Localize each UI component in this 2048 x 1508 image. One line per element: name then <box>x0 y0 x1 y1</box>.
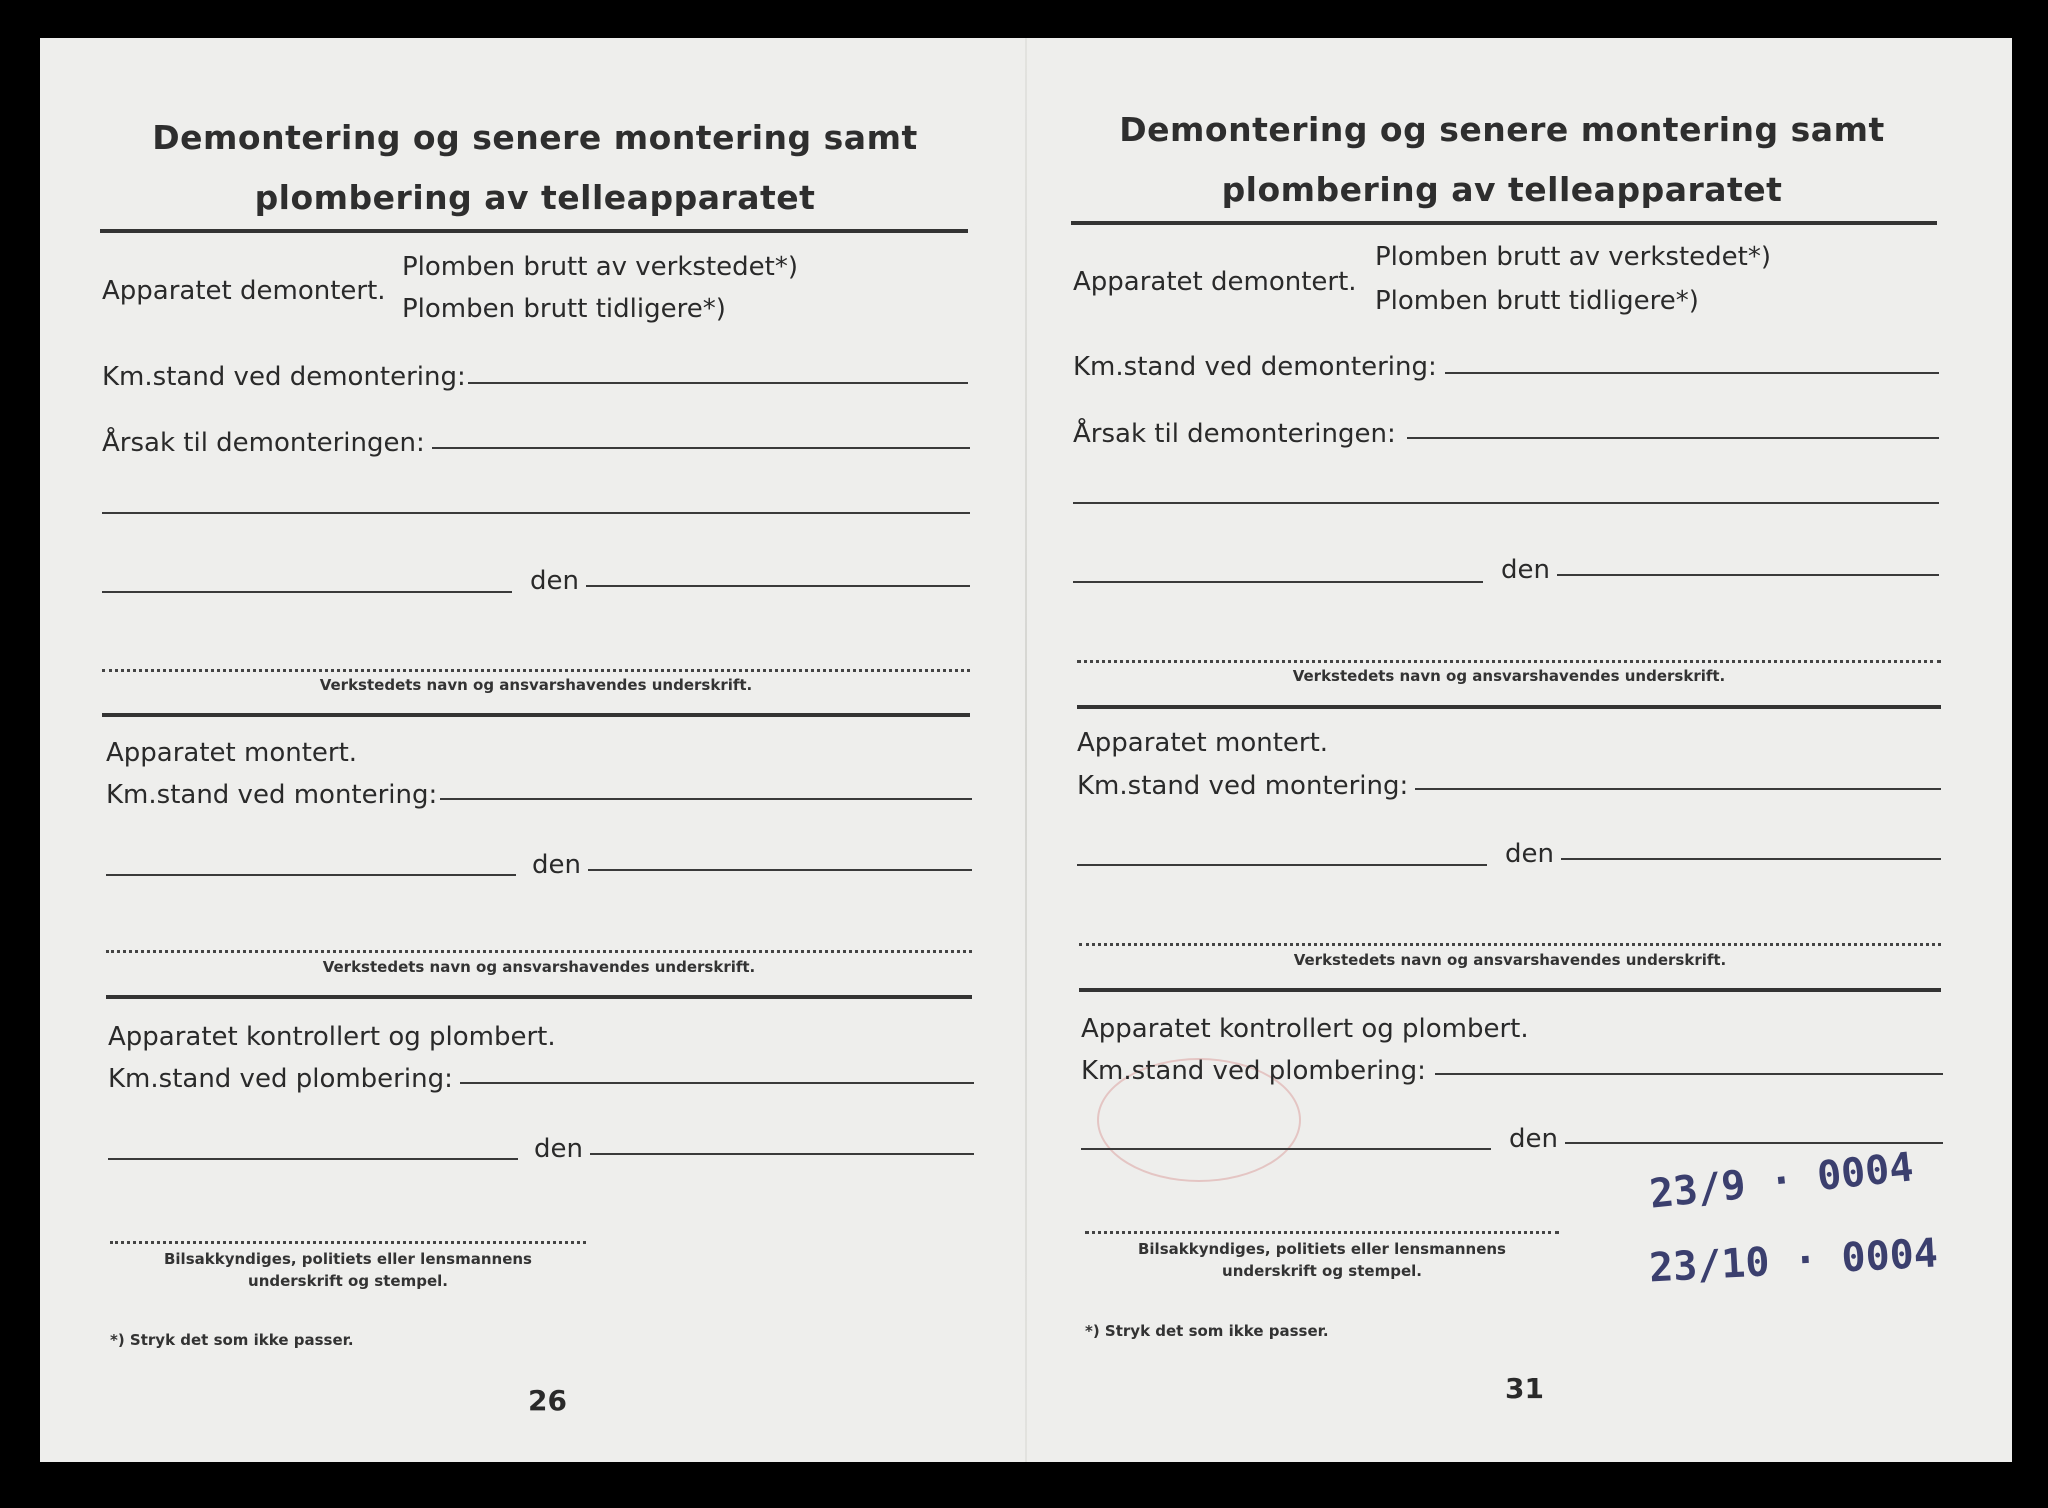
plomben-tidligere-option[interactable]: Plomben brutt tidligere*) <box>1375 286 1699 316</box>
date-field-2[interactable] <box>588 869 972 871</box>
date-field-1[interactable] <box>1557 574 1939 576</box>
title-line-1: Demontering og senere montering samt <box>1119 110 1885 149</box>
km-demontering-label: Km.stand ved demontering: <box>1073 352 1437 382</box>
title-rule <box>1071 221 1937 225</box>
bilsakkyndig-caption-line-2: underskrift og stempel. <box>248 1272 448 1290</box>
title-rule <box>100 229 968 233</box>
section-rule-1 <box>102 713 970 717</box>
arsak-label: Årsak til demonteringen: <box>102 428 425 458</box>
arsak-field-line-2[interactable] <box>1073 502 1939 504</box>
apparatet-kontrollert-label: Apparatet kontrollert og plombert. <box>1081 1014 1529 1044</box>
arsak-label: Årsak til demonteringen: <box>1073 419 1396 449</box>
verksted-sign-caption-1: Verkstedets navn og ansvarshavendes underskrift. <box>1292 667 1726 685</box>
signature-field-1[interactable] <box>1077 660 1941 663</box>
place-field-1[interactable] <box>1073 581 1483 583</box>
section-rule-2 <box>106 995 972 999</box>
arsak-field[interactable] <box>432 447 970 449</box>
den-label-2: den <box>1505 839 1554 869</box>
title-line-1: Demontering og senere montering samt <box>152 118 918 157</box>
place-field-1[interactable] <box>102 591 512 593</box>
page-title <box>1067 100 1937 220</box>
right-page <box>1027 38 2012 1462</box>
bilsakkyndig-signature-field[interactable] <box>110 1241 586 1244</box>
km-plombering-field[interactable] <box>1435 1073 1943 1075</box>
apparatet-kontrollert-label: Apparatet kontrollert og plombert. <box>108 1022 556 1052</box>
page-number: 26 <box>528 1384 567 1417</box>
verksted-sign-caption-1: Verkstedets navn og ansvarshavendes underskrift. <box>319 676 753 694</box>
km-montering-label: Km.stand ved montering: <box>106 780 438 810</box>
handwritten-entry-2: 23/10 · 0004 <box>1647 1230 1939 1292</box>
km-demontering-field[interactable] <box>468 382 968 384</box>
verksted-sign-caption-2: Verkstedets navn og ansvarshavendes underskrift. <box>322 958 756 976</box>
title-line-2: plombering av telleapparatet <box>254 178 816 217</box>
place-field-3[interactable] <box>108 1158 518 1160</box>
verksted-sign-caption-2: Verkstedets navn og ansvarshavendes underskrift. <box>1293 951 1727 969</box>
bilsakkyndig-caption-line-1: Bilsakkyndiges, politiets eller lensmannens <box>163 1250 532 1268</box>
den-label-3: den <box>1509 1124 1558 1154</box>
km-plombering-label: Km.stand ved plombering: <box>108 1064 453 1094</box>
bilsakkyndig-signature-field[interactable] <box>1085 1231 1559 1234</box>
section-rule-2 <box>1079 988 1941 992</box>
apparatet-montert-label: Apparatet montert. <box>1077 728 1329 758</box>
page-number: 31 <box>1505 1372 1544 1405</box>
plomben-tidligere-option[interactable]: Plomben brutt tidligere*) <box>402 294 726 324</box>
km-plombering-label: Km.stand ved plombering: <box>1081 1056 1426 1086</box>
den-label-2: den <box>532 850 581 880</box>
apparatet-montert-label: Apparatet montert. <box>106 738 358 768</box>
arsak-field[interactable] <box>1407 437 1939 439</box>
date-field-1[interactable] <box>586 585 970 587</box>
bilsakkyndig-caption-line-1: Bilsakkyndiges, politiets eller lensmannens <box>1137 1240 1506 1258</box>
footnote: *) Stryk det som ikke passer. <box>110 1331 354 1349</box>
den-label-3: den <box>534 1134 583 1164</box>
signature-field-1[interactable] <box>102 669 970 672</box>
title-line-2: plombering av telleapparatet <box>1221 170 1783 209</box>
km-plombering-field[interactable] <box>460 1082 974 1084</box>
signature-field-2[interactable] <box>1079 943 1941 946</box>
arsak-field-line-2[interactable] <box>102 512 970 514</box>
date-field-2[interactable] <box>1561 858 1941 860</box>
place-field-2[interactable] <box>106 874 516 876</box>
den-label-1: den <box>530 566 579 596</box>
km-montering-label: Km.stand ved montering: <box>1077 771 1409 801</box>
bilsakkyndig-caption-line-2: underskrift og stempel. <box>1222 1262 1422 1280</box>
km-montering-field[interactable] <box>1415 788 1941 790</box>
place-field-3[interactable] <box>1081 1148 1491 1150</box>
left-page <box>40 38 1025 1462</box>
date-field-3[interactable] <box>1565 1142 1943 1144</box>
plomben-verksted-option[interactable]: Plomben brutt av verkstedet*) <box>402 252 798 282</box>
date-field-3[interactable] <box>590 1153 974 1155</box>
km-demontering-field[interactable] <box>1445 372 1939 374</box>
apparatet-demontert-label: Apparatet demontert. <box>1073 267 1357 297</box>
km-demontering-label: Km.stand ved demontering: <box>102 362 466 392</box>
section-rule-1 <box>1077 705 1941 709</box>
bilsakkyndig-caption <box>110 1248 586 1292</box>
km-montering-field[interactable] <box>440 798 972 800</box>
bilsakkyndig-caption <box>1085 1238 1559 1282</box>
handwritten-entry-1: 23/9 · 0004 <box>1647 1144 1916 1218</box>
plomben-verksted-option[interactable]: Plomben brutt av verkstedet*) <box>1375 242 1771 272</box>
page-title <box>100 108 970 228</box>
apparatet-demontert-label: Apparatet demontert. <box>102 276 386 306</box>
signature-field-2[interactable] <box>106 950 972 953</box>
place-field-2[interactable] <box>1077 864 1487 866</box>
footnote: *) Stryk det som ikke passer. <box>1085 1322 1329 1340</box>
den-label-1: den <box>1501 555 1550 585</box>
